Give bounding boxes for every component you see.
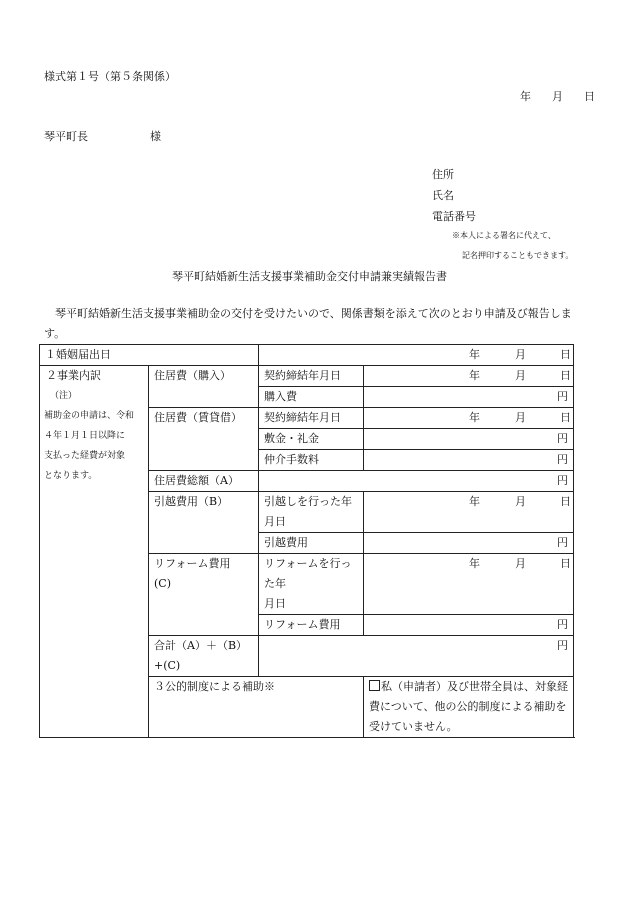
purchase-cost-value[interactable] (364, 387, 574, 408)
form-number: 様式第１号（第５条関係） (44, 70, 176, 83)
section2-cell (40, 366, 149, 738)
section2-note-line2: ４年１月１日以降に (44, 431, 126, 441)
yen-unit: 円 (557, 536, 568, 549)
signature-note-line1: ※本人による署名に代えて、 (452, 231, 556, 240)
section2-note-line1: 補助金の申請は、令和 (44, 411, 135, 421)
moving-cost-label: 引越費用 (259, 533, 364, 554)
tel-label: 電話番号 (432, 210, 476, 223)
month-unit: 月 (515, 348, 526, 361)
addressee-suffix: 様 (150, 130, 161, 143)
moving-cost-value[interactable] (364, 533, 574, 554)
day-unit: 日 (560, 495, 571, 508)
yen-unit: 円 (557, 474, 568, 487)
reform-date-label (259, 554, 364, 615)
deposit-value[interactable] (364, 429, 574, 450)
reform-label (149, 554, 259, 636)
day-unit: 日 (560, 411, 571, 424)
month-unit: 月 (515, 557, 526, 570)
year-unit: 年 (469, 348, 480, 361)
intro-text: 琴平町結婚新生活支援事業補助金の交付を受けたいので、関係書類を添えて次のとおり申請及び報告します。 (44, 307, 572, 340)
name-label: 氏名 (432, 189, 454, 202)
agent-fee-label: 仲介手数料 (259, 450, 364, 471)
reform-label-line1: リフォーム費用 (154, 557, 231, 570)
row3-label: ３公的制度による補助※ (149, 677, 364, 738)
rent-label: 住居費（賃貸借） (149, 408, 259, 471)
month-unit: 月 (515, 369, 526, 382)
section2-note-head: （注） (50, 391, 78, 401)
year-unit: 年 (469, 557, 480, 570)
purchase-cost-label: 購入費 (259, 387, 364, 408)
yen-unit: 円 (557, 390, 568, 403)
address-label: 住所 (432, 168, 454, 181)
moving-label: 引越費用（B） (149, 492, 259, 554)
month-unit: 月 (515, 411, 526, 424)
moving-date-value[interactable] (364, 492, 574, 533)
signature-note-line2: 記名押印することもできます。 (462, 251, 574, 260)
document-title: 琴平町結婚新生活支援事業補助金交付申請兼実績報告書 (172, 270, 447, 283)
table-row (40, 366, 574, 387)
day-unit: 日 (560, 348, 571, 361)
date-day: 日 (584, 90, 595, 103)
purchase-contract-date-value[interactable] (364, 366, 574, 387)
reform-cost-label: リフォーム費用 (259, 615, 364, 636)
application-table (39, 344, 574, 738)
section2-note-line4: となります。 (44, 471, 98, 481)
checkbox[interactable] (369, 680, 380, 691)
agent-fee-value[interactable] (364, 450, 574, 471)
total-label (149, 636, 259, 677)
addressee: 琴平町長 (44, 130, 88, 143)
total-value[interactable] (259, 636, 574, 677)
row3-cell (364, 677, 574, 738)
reform-label-line2: (C) (154, 577, 171, 590)
reform-date-label-line2: 月日 (264, 597, 286, 610)
deposit-label: 敷金・礼金 (259, 429, 364, 450)
marriage-date-label: １婚姻届出日 (40, 345, 259, 366)
row3-text: 私（申請者）及び世帯全員は、対象経費について、他の公的制度による補助を受けていません。 (369, 680, 568, 733)
year-unit: 年 (469, 369, 480, 382)
section2-label: ２事業内訳 (46, 369, 101, 382)
date-year: 年 (520, 90, 531, 103)
reform-date-value[interactable] (364, 554, 574, 615)
date-month: 月 (552, 90, 563, 103)
yen-unit: 円 (557, 639, 568, 652)
reform-date-label-line1: リフォームを行った年 (264, 557, 352, 590)
purchase-contract-date-label: 契約締結年月日 (259, 366, 364, 387)
year-unit: 年 (469, 495, 480, 508)
day-unit: 日 (560, 369, 571, 382)
table-row (40, 345, 574, 366)
reform-cost-value[interactable] (364, 615, 574, 636)
yen-unit: 円 (557, 432, 568, 445)
year-unit: 年 (469, 411, 480, 424)
month-unit: 月 (515, 495, 526, 508)
housing-total-value[interactable] (259, 471, 574, 492)
purchase-label: 住居費（購入） (149, 366, 259, 408)
section2-note-line3: 支払った経費が対象 (44, 451, 126, 461)
total-label-line2: +(C) (154, 659, 181, 672)
marriage-date-value[interactable] (259, 345, 574, 366)
submission-date (520, 88, 595, 104)
rent-contract-date-label: 契約締結年月日 (259, 408, 364, 429)
housing-total-label: 住居費総額（A） (149, 471, 259, 492)
rent-contract-date-value[interactable] (364, 408, 574, 429)
yen-unit: 円 (557, 453, 568, 466)
day-unit: 日 (560, 557, 571, 570)
moving-date-label: 引越しを行った年月日 (259, 492, 364, 533)
yen-unit: 円 (557, 618, 568, 631)
total-label-line1: 合計（A）＋（B） (154, 639, 248, 652)
